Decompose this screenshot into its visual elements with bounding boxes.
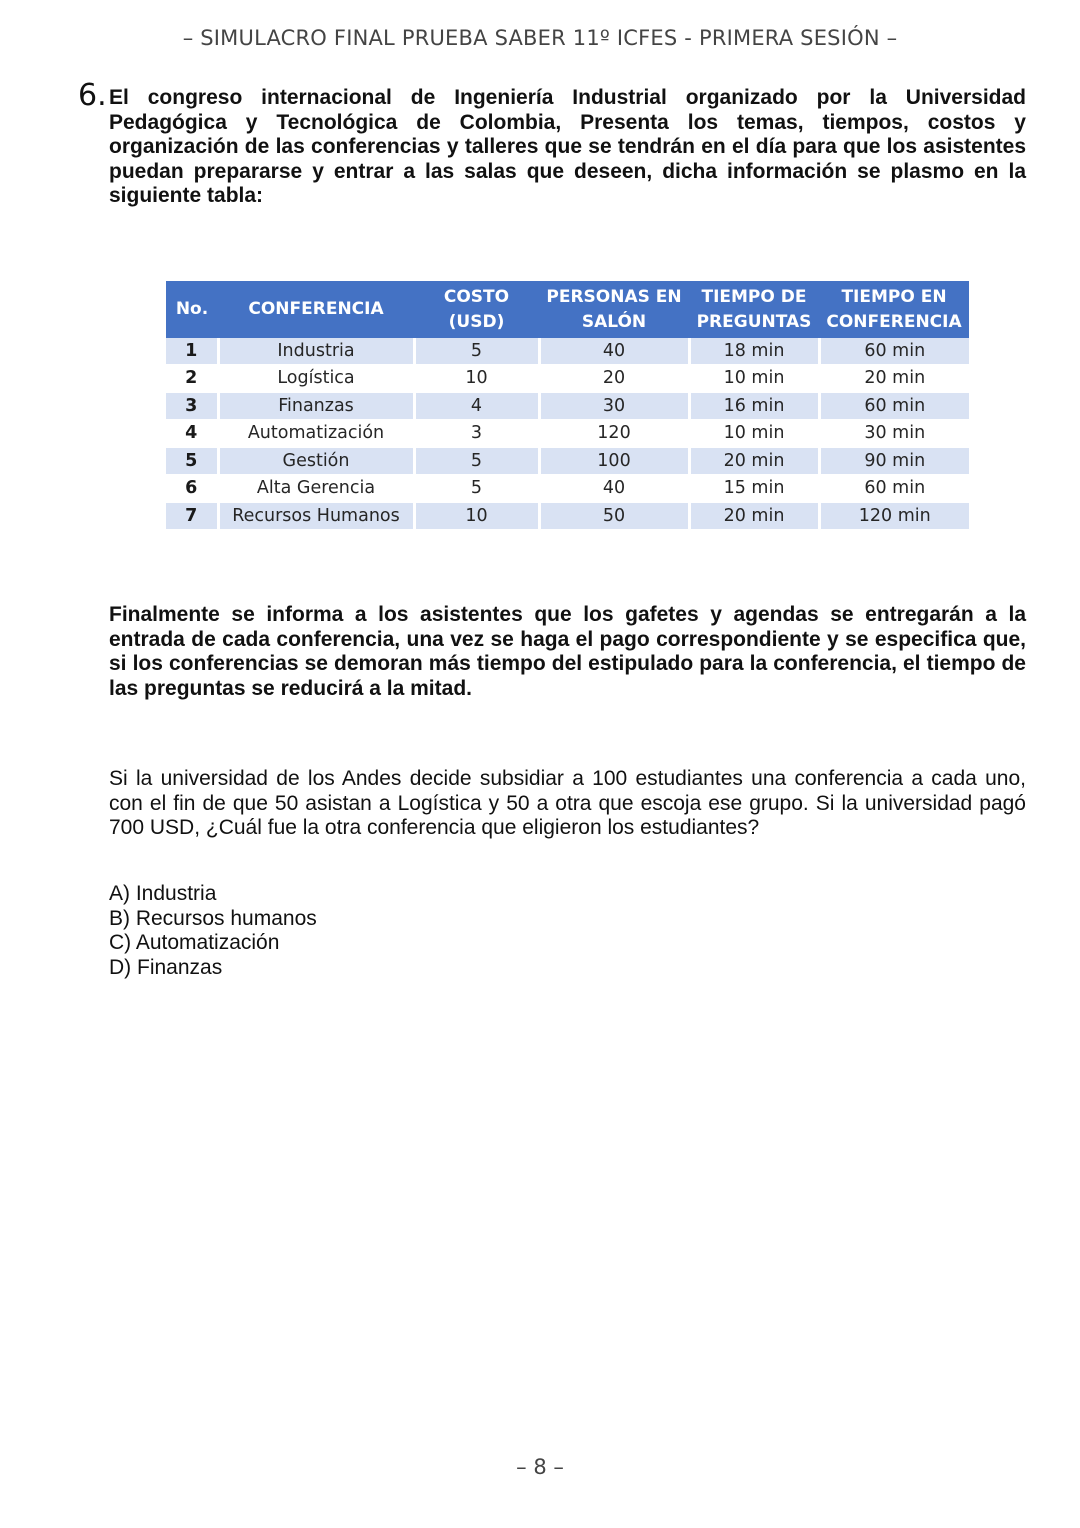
table-cell: 40	[539, 338, 689, 365]
table-cell: 6	[166, 475, 218, 503]
intro-paragraph: El congreso internacional de Ingeniería Industrial organizado por la Universidad Pedagógica y Tecnológica de Colombia, Presenta los temas, tiempos, costos y organización de las conferencias y talleres que se tendrán en el día para que los asistentes puedan prepararse y entrar a las salas que deseen, dicha información se plasmo en la siguiente tabla:	[109, 86, 1026, 207]
conference-table	[166, 281, 969, 531]
table-cell: 60 min	[819, 338, 969, 365]
table-row	[166, 338, 969, 365]
table-cell: Recursos Humanos	[218, 502, 414, 530]
table-cell: 5	[166, 447, 218, 475]
table-cell: Automatización	[218, 420, 414, 448]
table-cell: 30	[539, 392, 689, 420]
table-cell: Industria	[218, 338, 414, 365]
column-header: No.	[166, 281, 218, 338]
option-a[interactable]: A) Industria	[109, 882, 217, 905]
column-header: COSTO (USD)	[414, 281, 539, 338]
table-cell: 60 min	[819, 475, 969, 503]
table-cell: 3	[414, 420, 539, 448]
table-cell: 90 min	[819, 447, 969, 475]
table-row	[166, 475, 969, 503]
option-b[interactable]: B) Recursos humanos	[109, 906, 317, 930]
table-cell: 10	[414, 365, 539, 393]
table-cell: 120	[539, 420, 689, 448]
table-row	[166, 365, 969, 393]
table-cell: 16 min	[689, 392, 819, 420]
table-cell: 4	[166, 420, 218, 448]
table-cell: 20	[539, 365, 689, 393]
table-cell: 5	[414, 338, 539, 365]
table-row	[166, 420, 969, 448]
table-cell: 10 min	[689, 365, 819, 393]
table-cell: 50	[539, 502, 689, 530]
table-cell: 15 min	[689, 475, 819, 503]
answer-options	[109, 882, 317, 980]
column-header: PERSONAS EN SALÓN	[539, 281, 689, 338]
option-c[interactable]: C) Automatización	[109, 931, 280, 954]
table-cell: 20 min	[689, 502, 819, 530]
question-number: 6.	[78, 78, 107, 113]
conference-data-table	[166, 281, 969, 531]
table-cell: 7	[166, 502, 218, 530]
table-cell: Gestión	[218, 447, 414, 475]
table-cell: 10 min	[689, 420, 819, 448]
table-cell: 4	[414, 392, 539, 420]
column-header: TIEMPO DE PREGUNTAS	[689, 281, 819, 338]
table-cell: 5	[414, 447, 539, 475]
table-cell: Logística	[218, 365, 414, 393]
table-header-row	[166, 281, 969, 338]
table-cell: 18 min	[689, 338, 819, 365]
table-row	[166, 392, 969, 420]
table-cell: 60 min	[819, 392, 969, 420]
table-cell: 3	[166, 392, 218, 420]
page-header: – SIMULACRO FINAL PRUEBA SABER 11º ICFES - PRIMERA SESIÓN –	[182, 26, 898, 50]
column-header: CONFERENCIA	[218, 281, 414, 338]
table-cell: 120 min	[819, 502, 969, 530]
table-cell: Finanzas	[218, 392, 414, 420]
table-cell: 1	[166, 338, 218, 365]
table-cell: 100	[539, 447, 689, 475]
table-cell: 30 min	[819, 420, 969, 448]
table-row	[166, 447, 969, 475]
page-number: – 8 –	[516, 1455, 564, 1479]
question-paragraph: Si la universidad de los Andes decide subsidiar a 100 estudiantes una conferencia a cada uno, con el fin de que 50 asistan a Logística y 50 a otra que escoja ese grupo. Si la universidad pagó 700 USD, ¿Cuál fue la otra conferencia que eligieron los estudiantes?	[109, 767, 1026, 839]
table-cell: Alta Gerencia	[218, 475, 414, 503]
column-header: TIEMPO EN CONFERENCIA	[819, 281, 969, 338]
table-cell: 5	[414, 475, 539, 503]
table-cell: 20 min	[819, 365, 969, 393]
table-cell: 10	[414, 502, 539, 530]
table-cell: 40	[539, 475, 689, 503]
table-row	[166, 502, 969, 530]
option-d[interactable]: D) Finanzas	[109, 955, 223, 979]
final-paragraph: Finalmente se informa a los asistentes que los gafetes y agendas se entregarán a la entrada de cada conferencia, una vez se haga el pago correspondiente y se especifica que, si los conferencias se demoran más tiempo del estipulado para la conferencia, el tiempo de las preguntas se reducirá a la mitad.	[109, 603, 1026, 700]
table-cell: 20 min	[689, 447, 819, 475]
table-cell: 2	[166, 365, 218, 393]
